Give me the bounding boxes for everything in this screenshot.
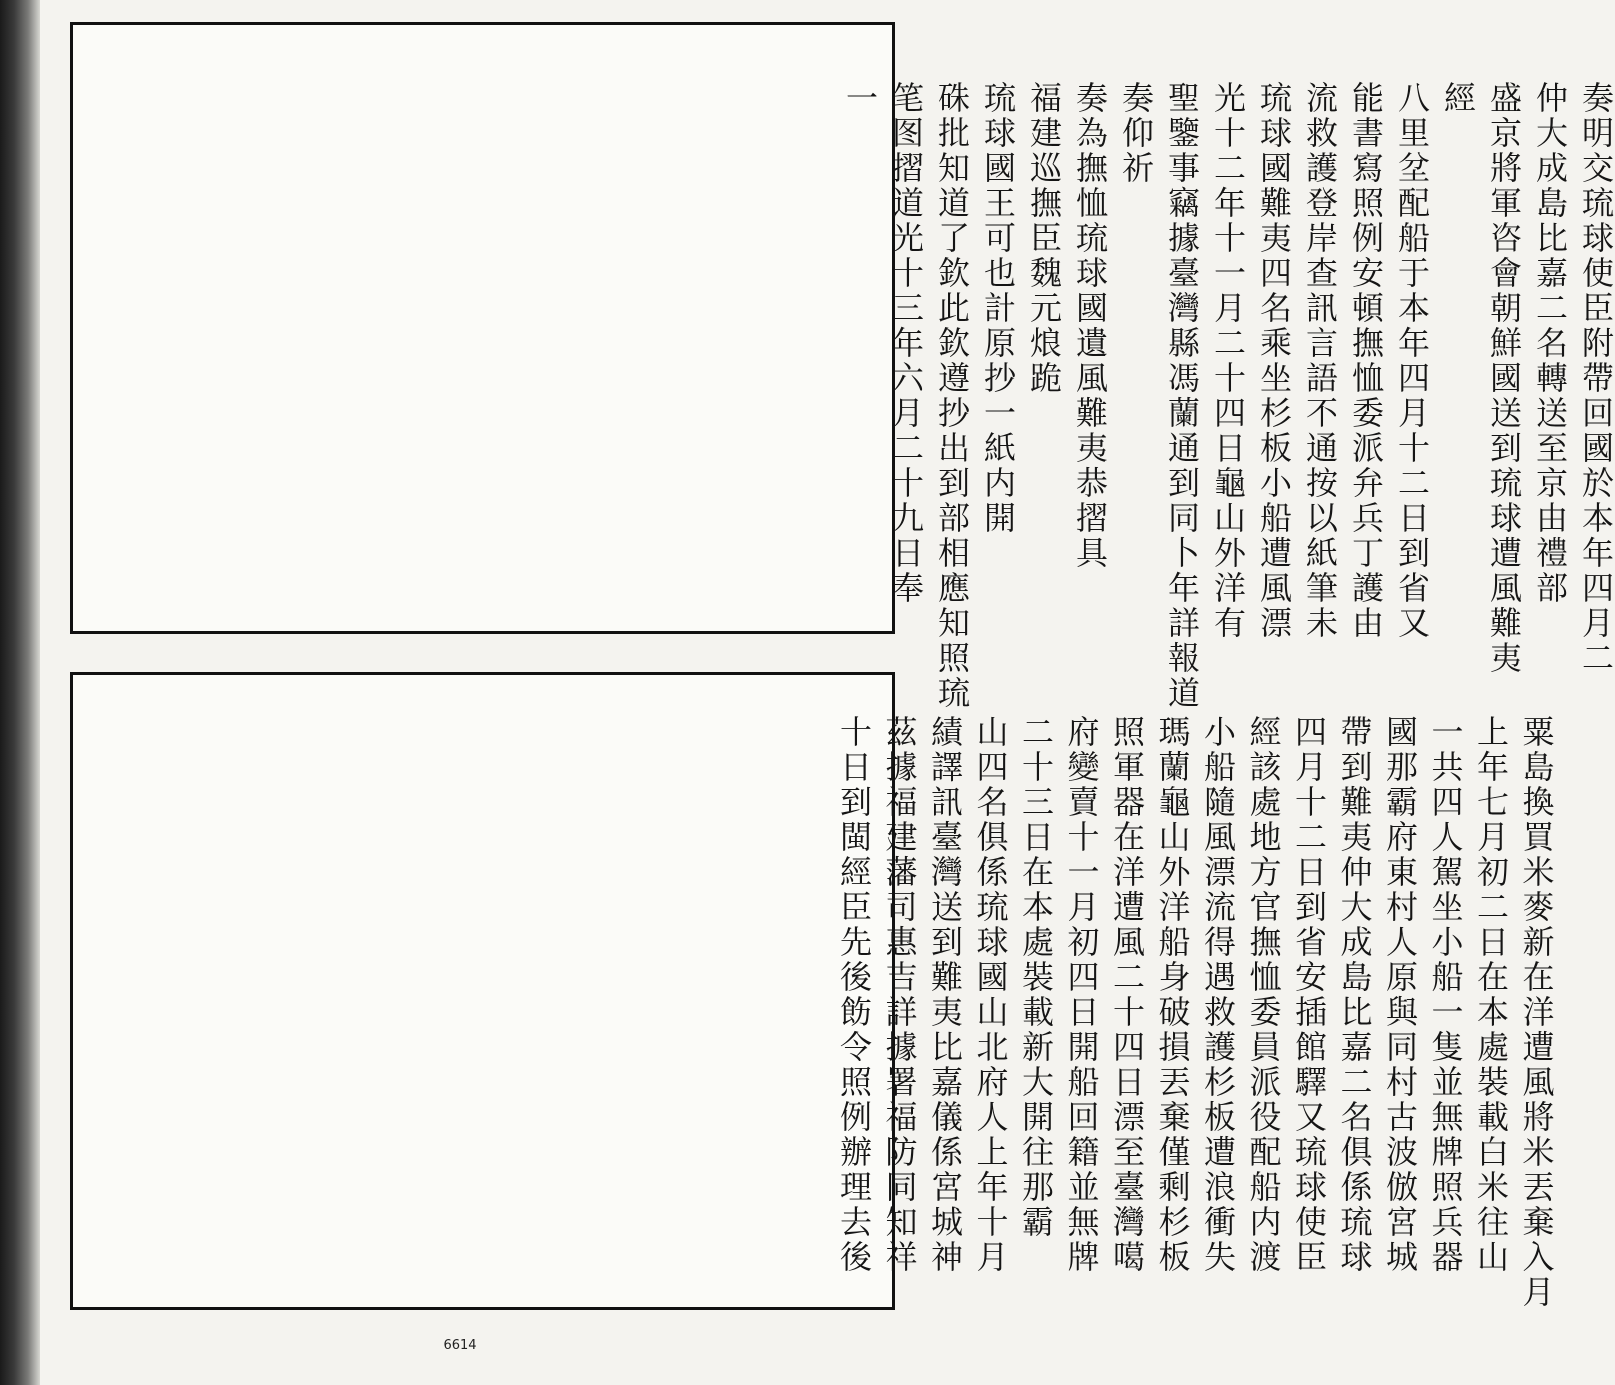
text-columns-bottom	[73, 675, 1556, 1310]
top-text-column: 仲大成島比嘉二名轉送至京由禮部	[1531, 81, 1569, 606]
top-text-column: 琉球國難夷四名乘坐杉板小船遭風漂	[1255, 81, 1293, 641]
bottom-text-column: 府變賣十一月初四日開船回籍並無牌	[1062, 715, 1101, 1275]
top-text-column: 笔图摺道光十三年六月二十九日奉	[887, 81, 925, 606]
top-text-column: 硃批知道了欽此欽遵抄出到部相應知照琉	[933, 81, 971, 711]
bottom-text-column: 小船隨風漂流得遇救護杉板遭浪衝失	[1199, 715, 1237, 1275]
bottom-text-column: 帶到難夷仲大成島比嘉二名俱係琉球	[1335, 715, 1374, 1275]
document-panel-bottom	[70, 672, 1556, 1310]
top-text-column: 八里坌配船于本年四月十二日到省又	[1393, 81, 1431, 641]
top-text-column: 能書寫照例安頓撫恤委派弁兵丁護由	[1347, 81, 1385, 641]
bottom-text-column: 十日到閩經臣先後飭令照例辦理去後	[835, 715, 873, 1275]
book-binding-shadow	[0, 0, 40, 1385]
bottom-text-column: 績譯訊臺灣送到難夷比嘉儀係宮城神	[926, 715, 964, 1275]
bottom-text-column: 瑪蘭龜山外洋船身破損丟棄僅剩杉板	[1153, 715, 1192, 1275]
top-text-column: 福建巡撫臣魏元烺跪	[1025, 81, 1063, 396]
bottom-text-column: 山四名俱係琉球國山北府人上年十月	[971, 715, 1010, 1275]
bottom-text-column: 照軍器在洋遭風二十四日漂至臺灣噶	[1108, 715, 1146, 1275]
top-text-column: 琉球國王可也計原抄一紙内開	[979, 81, 1017, 536]
text-columns-top	[73, 25, 1615, 711]
bottom-text-column: 二十三日在本處裝載新大開往那霸	[1017, 715, 1055, 1240]
top-text-column: 經	[1439, 81, 1477, 116]
bottom-text-column: 一共四人駕坐小船一隻並無牌照兵器	[1426, 715, 1465, 1275]
bottom-text-column: 國那霸府東村人原與同村古波倣宮城	[1381, 715, 1419, 1275]
page-number: 6614	[443, 1338, 477, 1353]
top-text-column: 光十二年十一月二十四日龜山外洋有	[1209, 81, 1247, 641]
bottom-text-column: 經該處地方官撫恤委員派役配船内渡	[1244, 715, 1283, 1275]
top-text-column: 一	[841, 81, 879, 116]
top-text-column: 奏明交琉球使臣附帶回國於本年四月二	[1577, 81, 1615, 676]
document-panel-top	[70, 22, 1615, 711]
top-text-column: 聖鑒事竊據臺灣縣馮蘭通到同卜年詳報道	[1163, 81, 1201, 711]
top-text-column: 奏為撫恤琉球國遺風難夷恭摺具	[1071, 81, 1109, 571]
top-text-column: 流救護登岸查訊言語不通按以紙筆未	[1301, 81, 1339, 641]
bottom-text-column: 茲據福建藩司惠吉詳據署福防同知祥	[880, 715, 919, 1275]
bottom-text-column: 上年七月初二日在本處裝載白米往山	[1472, 715, 1510, 1275]
bottom-text-column: 粟島換買米麥新在洋遭風將米丟棄入月	[1517, 715, 1556, 1310]
top-text-column: 盛京將軍咨會朝鮮國送到琉球遭風難夷	[1485, 81, 1523, 676]
bottom-text-column: 四月十二日到省安插館驛又琉球使臣	[1290, 715, 1328, 1275]
top-text-column: 奏仰祈	[1117, 81, 1155, 186]
